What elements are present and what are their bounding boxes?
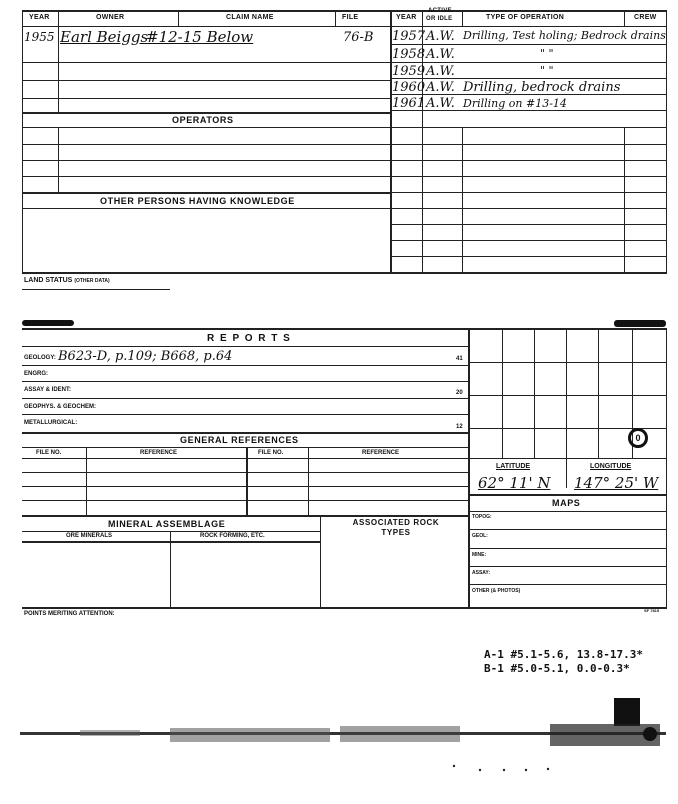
operation-year: 1959 <box>392 64 426 79</box>
noise-dot <box>453 765 455 767</box>
row-rule <box>22 541 320 543</box>
scan-smudge <box>614 320 666 327</box>
grid-col <box>598 328 599 458</box>
grid-col <box>566 328 567 488</box>
section-rule <box>22 515 468 517</box>
operation-year: 1957 <box>392 29 426 44</box>
reports-top-rule <box>22 328 667 330</box>
ops-row-rule <box>390 44 666 45</box>
noise-blotch <box>80 730 140 736</box>
ref-col-sep <box>308 447 309 515</box>
row-rule <box>22 472 468 473</box>
header-rule <box>22 26 667 27</box>
longitude-label: LONGITUDE <box>590 463 632 470</box>
row-rule <box>468 529 666 530</box>
land-status-underline <box>22 289 170 290</box>
year-header-2: YEAR <box>396 14 417 21</box>
ref-col-sep <box>246 447 248 515</box>
noise-blotch <box>340 726 460 742</box>
row-rule <box>468 584 666 585</box>
file-no-header: FILE NO. <box>36 450 62 456</box>
report-number-12: 12 <box>456 424 463 430</box>
rock-forming-header: ROCK FORMING, ETC. <box>200 533 265 539</box>
owner-header: OWNER <box>96 14 125 21</box>
operation-year: 1961 <box>392 96 426 111</box>
maps-rule <box>468 494 666 496</box>
operation-status: A.W. <box>426 47 455 62</box>
noise-dot <box>503 769 505 771</box>
form-code: SF 7815 <box>644 608 660 613</box>
reference-header-2: REFERENCE <box>362 450 400 456</box>
operation-type: " " <box>540 64 554 77</box>
claim-name-header: CLAIM NAME <box>226 14 274 21</box>
operation-status: A.W. <box>426 80 455 95</box>
operation-status: A.W. <box>426 96 455 111</box>
points-meriting-attention-label: POINTS MERITING ATTENTION: <box>24 611 115 617</box>
grid-col <box>502 328 503 458</box>
noise-dot <box>525 769 527 771</box>
row-rule <box>22 127 390 128</box>
file-no-header-2: FILE NO. <box>258 450 284 456</box>
noise-blotch <box>170 728 330 742</box>
mineral-col-sep <box>320 515 321 608</box>
top-border <box>22 10 667 12</box>
row-rule <box>22 160 390 161</box>
operation-type: Drilling on #13-14 <box>463 97 567 110</box>
geophys-geochem-label: GEOPHYS. & GEOCHEM: <box>24 404 97 410</box>
stamp-line-1: A-1 #5.1-5.6, 13.8-17.3* <box>484 648 643 661</box>
ref-col-sep <box>86 447 87 515</box>
file-number: 76-B <box>343 30 374 45</box>
claim-name: #12-15 Below <box>146 28 254 46</box>
operators-col-sep <box>58 127 59 192</box>
land-status-note: (OTHER DATA) <box>74 278 110 284</box>
operation-type: Drilling, bedrock drains <box>463 80 621 95</box>
col-sep <box>335 10 336 26</box>
row-rule <box>22 447 468 448</box>
row-rule <box>22 500 468 501</box>
section-rule <box>22 432 468 434</box>
scan-dots <box>440 762 560 776</box>
operation-type: " " <box>540 47 554 60</box>
type-of-operation-header: TYPE OF OPERATION <box>486 14 565 21</box>
latitude-value: 62° 11' N <box>478 474 551 492</box>
col-sep <box>58 10 59 26</box>
scan-noise-band <box>20 718 670 758</box>
maps-geol-label: GEOL: <box>472 533 488 539</box>
row-rule <box>22 62 390 63</box>
year-header: YEAR <box>29 14 50 21</box>
maps-mine-label: MINE: <box>472 552 487 558</box>
row-rule <box>22 208 390 209</box>
right-border <box>666 328 667 608</box>
row-rule <box>22 144 390 145</box>
noise-dot <box>547 768 549 770</box>
row-rule <box>22 381 468 382</box>
col-sep <box>178 10 179 26</box>
grid-row <box>468 395 666 396</box>
geology-label: GEOLOGY: <box>24 355 56 361</box>
grid-row <box>468 362 666 363</box>
other-persons-heading: OTHER PERSONS HAVING KNOWLEDGE <box>100 196 295 206</box>
row-rule <box>468 566 666 567</box>
metallurgical-label: METALLURGICAL: <box>24 420 78 426</box>
grid-row <box>468 458 666 459</box>
mineral-assemblage-heading: MINERAL ASSEMBLAGE <box>108 519 226 529</box>
ops-col-sep <box>462 127 463 272</box>
right-border <box>666 10 667 272</box>
latitude-label: LATITUDE <box>496 463 531 470</box>
ore-minerals-header: ORE MINERALS <box>66 533 113 539</box>
maps-other-label: OTHER (& PHOTOS) <box>472 588 521 594</box>
mineral-col-sep <box>170 531 171 608</box>
maps-assay-label: ASSAY: <box>472 570 491 576</box>
owner-name: Earl Beiggs <box>60 28 149 46</box>
col-sep <box>462 10 463 26</box>
stamp-line-2: B-1 #5.0-5.1, 0.0-0.3* <box>484 662 630 675</box>
left-border <box>22 10 23 272</box>
engrg-label: ENGRG: <box>24 371 48 377</box>
report-number-20: 20 <box>456 390 463 396</box>
land-status-label: LAND STATUS <box>24 277 73 284</box>
or-idle-header: OR IDLE <box>426 16 453 22</box>
col-sep <box>624 10 625 26</box>
assay-ident-label: ASSAY & IDENT: <box>24 387 72 393</box>
noise-dot <box>479 769 481 771</box>
row-rule <box>22 176 390 177</box>
associated-rock-types-heading: ASSOCIATED ROCK TYPES <box>352 518 440 537</box>
operation-year: 1960 <box>392 80 426 95</box>
operation-year: 1958 <box>392 47 426 62</box>
row-rule <box>22 398 468 399</box>
section-rule <box>22 112 390 114</box>
row-rule <box>22 98 390 99</box>
row-rule <box>22 414 468 415</box>
land-status-rule <box>22 272 667 274</box>
grid-col <box>534 328 535 458</box>
maps-topog-label: TOPOG: <box>472 514 492 520</box>
crew-col-sep <box>624 127 625 272</box>
row-rule <box>468 511 666 512</box>
operation-status: A.W. <box>426 29 455 44</box>
land-status-heading <box>24 277 110 284</box>
active-header: ACTIVE <box>428 8 452 14</box>
location-circle-marker: 0 <box>628 428 648 448</box>
row-rule <box>22 80 390 81</box>
operators-heading: OPERATORS <box>172 115 234 125</box>
geology-value: B623-D, p.109; B668, p.64 <box>58 349 233 364</box>
general-references-heading: GENERAL REFERENCES <box>180 435 299 445</box>
row-rule <box>22 531 320 532</box>
reports-heading: R E P O R T S <box>207 333 292 344</box>
ops-row-rule <box>390 62 666 63</box>
operation-status: A.W. <box>426 64 455 79</box>
row-rule <box>22 458 468 459</box>
maps-heading: MAPS <box>552 498 581 508</box>
row-rule <box>468 548 666 549</box>
owner-year: 1955 <box>24 30 55 44</box>
section-rule <box>22 192 390 194</box>
longitude-value: 147° 25' W <box>574 474 659 492</box>
form-bottom-rule <box>22 607 667 609</box>
reference-header: REFERENCE <box>140 450 178 456</box>
noise-dot <box>643 727 657 741</box>
row-rule <box>22 365 468 366</box>
row-rule <box>22 486 468 487</box>
owner-col-sep <box>58 26 59 112</box>
operation-type: Drilling, Test holing; Bedrock drains <box>463 29 666 42</box>
report-number-41: 41 <box>456 356 463 362</box>
row-rule <box>22 346 468 347</box>
file-header: FILE <box>342 14 359 21</box>
crew-header: CREW <box>634 14 657 21</box>
scan-smudge <box>22 320 74 326</box>
